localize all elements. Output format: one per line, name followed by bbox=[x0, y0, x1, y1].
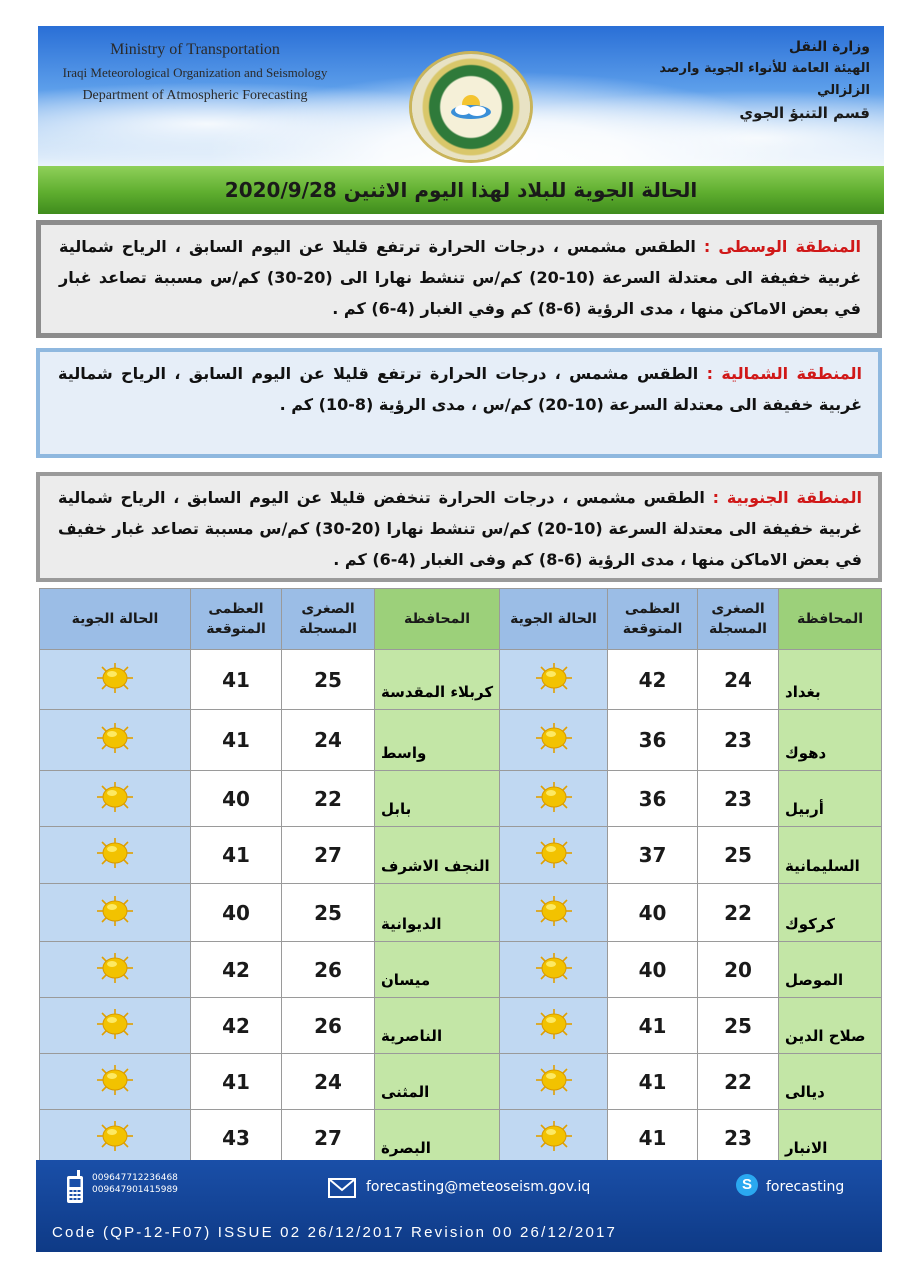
province-cell bbox=[375, 942, 500, 998]
province-cell bbox=[375, 650, 500, 710]
condition-cell bbox=[500, 827, 608, 884]
condition-cell bbox=[500, 942, 608, 998]
min-temp-cell: 23 bbox=[698, 710, 779, 771]
sun-icon bbox=[93, 952, 137, 984]
max-temp-cell: 42 bbox=[608, 650, 698, 710]
province-name: بابل bbox=[381, 800, 412, 818]
region-south-text: الطقس مشمس ، درجات الحرارة تنخفض قليلا عن اليوم السابق ، الرياح شمالية غربية خفيفة الى معتدلة السرعة (10-20) كم/س تنشط نهارا (20-30) كم/س مسببة تصاعد غبار خفيف في بعض الاماكن منها ، مدى الرؤية (6-8) كم وفى الغبار (4-6) كم . bbox=[58, 488, 863, 569]
province-cell bbox=[779, 1054, 882, 1110]
min-temp-cell: 25 bbox=[698, 827, 779, 884]
province-name: الموصل bbox=[785, 971, 844, 989]
forecast-page bbox=[38, 26, 884, 1260]
condition-cell bbox=[40, 650, 191, 710]
province-name: صلاح الدين bbox=[785, 1027, 866, 1045]
header-min-right bbox=[698, 589, 779, 650]
max-temp-cell: 36 bbox=[608, 771, 698, 827]
phone-number-1: 009647712236468 bbox=[92, 1173, 178, 1183]
page-title: الحالة الجوية للبلاد لهذا اليوم الاثنين 2020/9/28 bbox=[224, 178, 698, 202]
max-temp-cell: 41 bbox=[191, 1054, 282, 1110]
phone-numbers bbox=[92, 1172, 178, 1196]
max-temp-cell: 41 bbox=[191, 650, 282, 710]
sun-icon bbox=[93, 781, 137, 813]
table-row bbox=[40, 884, 882, 942]
max-temp-cell: 41 bbox=[191, 827, 282, 884]
min-temp-cell: 22 bbox=[282, 771, 375, 827]
min-temp-cell: 26 bbox=[282, 998, 375, 1054]
english-letterhead bbox=[50, 38, 340, 107]
sun-icon bbox=[93, 837, 137, 869]
province-name: النجف الاشرف bbox=[381, 857, 490, 875]
condition-cell bbox=[40, 942, 191, 998]
cloud-sun-emblem-icon bbox=[447, 92, 495, 120]
max-temp-cell: 42 bbox=[191, 942, 282, 998]
header-min-left-line1: الصغرى bbox=[301, 601, 355, 617]
header-condition-left: الحالة الجوية bbox=[40, 589, 191, 650]
region-north bbox=[36, 348, 882, 458]
sun-icon bbox=[532, 662, 576, 694]
region-south bbox=[36, 472, 882, 582]
sun-icon bbox=[532, 1120, 576, 1152]
sun-icon bbox=[93, 722, 137, 754]
sun-icon bbox=[532, 952, 576, 984]
province-cell bbox=[375, 884, 500, 942]
condition-cell bbox=[40, 884, 191, 942]
header-max-left bbox=[191, 589, 282, 650]
ministry-name-en: Ministry of Transportation bbox=[110, 41, 280, 58]
province-name: الديوانية bbox=[381, 915, 442, 933]
header-min-right-line2: المسجلة bbox=[709, 621, 767, 637]
organization-logo bbox=[412, 54, 530, 160]
condition-cell bbox=[40, 827, 191, 884]
condition-cell bbox=[40, 710, 191, 771]
table-row bbox=[40, 998, 882, 1054]
header-province-left: المحافظة bbox=[375, 589, 500, 650]
sun-icon bbox=[532, 722, 576, 754]
sun-icon bbox=[93, 1064, 137, 1096]
max-temp-cell: 41 bbox=[608, 1110, 698, 1166]
sun-icon bbox=[532, 1008, 576, 1040]
condition-cell bbox=[500, 771, 608, 827]
region-central-name: المنطقة الوسطى : bbox=[703, 237, 861, 256]
header-max-left-line2: المتوقعة bbox=[206, 621, 266, 637]
table-row bbox=[40, 1110, 882, 1166]
province-cell bbox=[779, 827, 882, 884]
province-name: أربيل bbox=[785, 800, 824, 818]
header-min-left-line2: المسجلة bbox=[299, 621, 357, 637]
region-north-name: المنطقة الشمالية : bbox=[706, 364, 862, 383]
header-max-left-line1: العظمى bbox=[208, 601, 264, 617]
province-name: البصرة bbox=[381, 1139, 431, 1157]
max-temp-cell: 40 bbox=[608, 942, 698, 998]
sun-icon bbox=[532, 895, 576, 927]
sun-icon bbox=[532, 1064, 576, 1096]
max-temp-cell: 40 bbox=[608, 884, 698, 942]
max-temp-cell: 40 bbox=[191, 771, 282, 827]
sun-icon bbox=[93, 1120, 137, 1152]
province-cell bbox=[375, 1110, 500, 1166]
department-name-ar: قسم التنبؤ الجوي bbox=[739, 104, 870, 122]
min-temp-cell: 24 bbox=[282, 1054, 375, 1110]
contact-footer bbox=[36, 1160, 882, 1252]
min-temp-cell: 26 bbox=[282, 942, 375, 998]
min-temp-cell: 22 bbox=[698, 884, 779, 942]
table-body bbox=[40, 650, 882, 1166]
province-name: واسط bbox=[381, 744, 427, 762]
condition-cell bbox=[500, 1054, 608, 1110]
condition-cell bbox=[500, 1110, 608, 1166]
min-temp-cell: 23 bbox=[698, 1110, 779, 1166]
sun-icon bbox=[93, 1008, 137, 1040]
min-temp-cell: 24 bbox=[282, 710, 375, 771]
temperature-table bbox=[39, 588, 882, 1166]
mail-icon bbox=[328, 1178, 356, 1198]
header-max-right bbox=[608, 589, 698, 650]
max-temp-cell: 40 bbox=[191, 884, 282, 942]
region-central-text: الطقس مشمس ، درجات الحرارة ترتفع قليلا عن اليوم السابق ، الرياح شمالية غربية خفيفة الى معتدلة السرعة (10-20) كم/س تنشط نهارا الى (20-30) كم/س مسببة تصاعد غبار في بعض الاماكن منها ، مدى الرؤية (6-8) كم وفي الغبار (4-6) كم . bbox=[59, 237, 862, 318]
table-row bbox=[40, 942, 882, 998]
province-cell bbox=[375, 998, 500, 1054]
max-temp-cell: 42 bbox=[191, 998, 282, 1054]
organization-name-en: Iraqi Meteorological Organization and Seismology bbox=[62, 65, 328, 80]
title-bar bbox=[38, 166, 884, 214]
table-row bbox=[40, 710, 882, 771]
region-north-text: الطقس مشمس ، درجات الحرارة ترتفع قليلا عن اليوم السابق ، الرياح شمالية غربية خفيفة الى معتدلة السرعة (10-20) كم/س ، مدى الرؤية (8-10) كم . bbox=[58, 364, 862, 414]
province-name: السليمانية bbox=[785, 857, 860, 875]
organization-name-ar: الهيئة العامة للأنواء الجوية وارصد الزلزالي bbox=[659, 61, 870, 98]
min-temp-cell: 25 bbox=[698, 998, 779, 1054]
province-cell bbox=[375, 710, 500, 771]
province-cell bbox=[779, 942, 882, 998]
province-name: ديالى bbox=[785, 1083, 825, 1101]
province-name: بغداد bbox=[785, 683, 821, 701]
skype-icon: S bbox=[736, 1174, 758, 1196]
sun-icon bbox=[93, 895, 137, 927]
province-cell bbox=[375, 771, 500, 827]
header-max-right-line2: المتوقعة bbox=[622, 621, 683, 637]
min-temp-cell: 20 bbox=[698, 942, 779, 998]
header-province-right: المحافظة bbox=[779, 589, 882, 650]
province-cell bbox=[779, 1110, 882, 1166]
province-cell bbox=[375, 827, 500, 884]
table-row bbox=[40, 827, 882, 884]
province-name: كربلاء المقدسة bbox=[381, 683, 494, 701]
province-name: الناصرية bbox=[381, 1027, 443, 1045]
condition-cell bbox=[500, 650, 608, 710]
region-central bbox=[36, 220, 882, 338]
province-cell bbox=[779, 771, 882, 827]
province-name: دهوك bbox=[785, 744, 827, 762]
skype-handle[interactable]: forecasting bbox=[766, 1179, 845, 1195]
condition-cell bbox=[500, 998, 608, 1054]
arabic-letterhead bbox=[610, 36, 870, 124]
province-cell bbox=[779, 710, 882, 771]
condition-cell bbox=[40, 771, 191, 827]
province-cell bbox=[779, 884, 882, 942]
province-name: كركوك bbox=[785, 915, 835, 933]
table-header-row bbox=[40, 589, 882, 650]
min-temp-cell: 23 bbox=[698, 771, 779, 827]
header-max-right-line1: العظمى bbox=[624, 601, 681, 617]
min-temp-cell: 27 bbox=[282, 1110, 375, 1166]
condition-cell bbox=[40, 1110, 191, 1166]
province-cell bbox=[375, 1054, 500, 1110]
table-row bbox=[40, 650, 882, 710]
header-min-right-line1: الصغرى bbox=[711, 601, 765, 617]
max-temp-cell: 37 bbox=[608, 827, 698, 884]
province-name: المثنى bbox=[381, 1083, 430, 1101]
header-condition-right: الحالة الجوية bbox=[500, 589, 608, 650]
min-temp-cell: 24 bbox=[698, 650, 779, 710]
mobile-phone-icon bbox=[66, 1170, 84, 1204]
min-temp-cell: 22 bbox=[698, 1054, 779, 1110]
min-temp-cell: 27 bbox=[282, 827, 375, 884]
min-temp-cell: 25 bbox=[282, 650, 375, 710]
table-row bbox=[40, 771, 882, 827]
document-code: Code (QP-12-F07) ISSUE 02 26/12/2017 Revision 00 26/12/2017 bbox=[52, 1224, 618, 1241]
province-cell bbox=[779, 998, 882, 1054]
condition-cell bbox=[500, 884, 608, 942]
sun-icon bbox=[93, 662, 137, 694]
max-temp-cell: 41 bbox=[608, 998, 698, 1054]
min-temp-cell: 25 bbox=[282, 884, 375, 942]
province-name: الانبار bbox=[785, 1139, 828, 1157]
department-name-en: Department of Atmospheric Forecasting bbox=[82, 88, 308, 103]
province-name: ميسان bbox=[381, 971, 431, 989]
ministry-name-ar: وزارة النقل bbox=[788, 39, 870, 55]
condition-cell bbox=[40, 1054, 191, 1110]
condition-cell bbox=[500, 710, 608, 771]
max-temp-cell: 41 bbox=[191, 710, 282, 771]
table-row bbox=[40, 1054, 882, 1110]
sun-icon bbox=[532, 781, 576, 813]
header-min-left bbox=[282, 589, 375, 650]
max-temp-cell: 36 bbox=[608, 710, 698, 771]
condition-cell bbox=[40, 998, 191, 1054]
letterhead bbox=[38, 26, 884, 166]
phone-number-2: 009647901415989 bbox=[92, 1185, 178, 1195]
max-temp-cell: 43 bbox=[191, 1110, 282, 1166]
sun-icon bbox=[532, 837, 576, 869]
province-cell bbox=[779, 650, 882, 710]
max-temp-cell: 41 bbox=[608, 1054, 698, 1110]
contact-email[interactable]: forecasting@meteoseism.gov.iq bbox=[366, 1179, 591, 1195]
region-south-name: المنطقة الجنوبية : bbox=[712, 488, 863, 507]
